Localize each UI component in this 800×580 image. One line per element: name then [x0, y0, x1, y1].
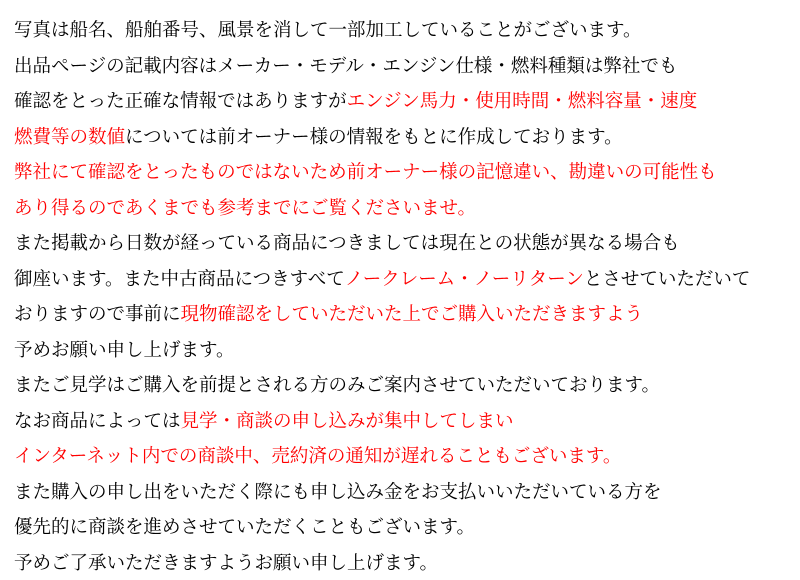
- highlighted-text: あり得るのであくまでも参考までにご覧くださいませ。: [14, 197, 476, 218]
- body-text: なお商品によっては: [14, 410, 181, 431]
- notice-line: [14, 509, 786, 545]
- highlighted-text: ノークレーム・ノーリターン: [345, 268, 584, 289]
- notice-line: [14, 154, 786, 190]
- notice-line: [14, 261, 786, 297]
- body-text: 出品ページの記載内容はメーカー・モデル・エンジン仕様・燃料種類は弊社でも: [14, 55, 677, 76]
- body-text: 予めお願い申し上げます。: [14, 339, 235, 360]
- notice-line: [14, 438, 786, 474]
- highlighted-text: 現物確認をしていただいた上でご購入いただきますよう: [181, 303, 644, 324]
- body-text: については前オーナー様の情報をもとに作成しております。: [125, 126, 623, 147]
- body-text: また購入の申し出をいただく際にも申し込み金をお支払いいただいている方を: [14, 481, 662, 502]
- notice-line: [14, 190, 786, 226]
- highlighted-text: エンジン馬力・使用時間・燃料容量・速度: [347, 90, 698, 111]
- notice-line: [14, 48, 786, 84]
- body-text: 優先的に商談を進めさせていただくこともございます。: [14, 516, 475, 537]
- notice-line: [14, 474, 786, 510]
- body-text: また掲載から日数が経っている商品につきましては現在との状態が異なる場合も: [14, 232, 680, 253]
- notice-line: [14, 545, 786, 580]
- body-text: 写真は船名、船舶番号、風景を消して一部加工していることがございます。: [14, 19, 642, 40]
- notice-line: [14, 332, 786, 368]
- notice-lines: [14, 12, 786, 580]
- body-text: おりますので事前に: [14, 303, 181, 324]
- highlighted-text: 弊社にて確認をとったものではないため前オーナー様の記憶違い、勘違いの可能性も: [14, 161, 717, 182]
- notice-line: [14, 83, 786, 119]
- highlighted-text: インターネット内での商談中、売約済の通知が遅れることもございます。: [14, 445, 621, 466]
- notice-line: [14, 367, 786, 403]
- body-text: 御座います。また中古商品につきすべて: [14, 268, 345, 289]
- highlighted-text: 燃費等の数値: [14, 126, 125, 147]
- notice-line: [14, 119, 786, 155]
- notice-line: [14, 296, 786, 332]
- notice-line: [14, 12, 786, 48]
- highlighted-text: 見学・商談の申し込みが集中してしまい: [181, 410, 514, 431]
- notice-line: [14, 225, 786, 261]
- body-text: 確認をとった正確な情報ではありますが: [14, 90, 347, 111]
- body-text: 予めご了承いただきますようお願い申し上げます。: [14, 552, 438, 573]
- body-text: とさせていただいて: [584, 268, 751, 289]
- notice-line: [14, 403, 786, 439]
- body-text: またご見学はご購入を前提とされる方のみご案内させていただいております。: [14, 374, 660, 395]
